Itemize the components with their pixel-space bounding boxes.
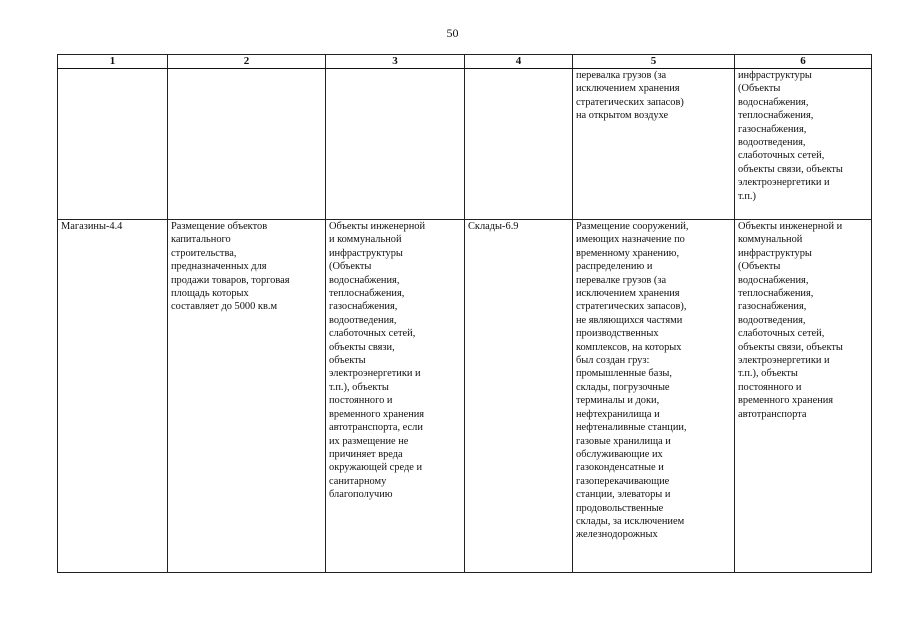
page-number: 50: [446, 26, 459, 40]
table-cell: [58, 220, 168, 573]
header-col-5: 5: [573, 55, 735, 69]
table-cell: [58, 69, 168, 220]
header-col-2: 2: [168, 55, 326, 69]
table-cell: [465, 220, 573, 573]
cell-text: Объекты инженерной и коммунальной инфраструктуры (Объекты водоснабжения, теплоснабжения, газоснабжения, водоотведения, слаботочных сетей, объекты связи, объекты электроэнергетики и т.п.), объекты постоянного и временного хранения автотранспорта: [738, 221, 843, 420]
table-cell: [573, 69, 735, 220]
cell-text: Размещение сооружений, имеющих назначение по временному хранению, распределению и перевалке грузов (за исключением хранения стратегических запасов), не являющихся частями производственных комплексов, на которых был создан груз: промышленные базы, склады, погрузочные терминалы и доки, нефтехранилища и нефтеналивные станции, газовые хранилища и обслуживающие их газоконденсатные и газоперекачивающие станции, элеваторы и продовольственные склады, за исключением железнодорожных: [576, 221, 689, 541]
table-cell: [326, 69, 465, 220]
header-col-4: 4: [465, 55, 573, 69]
table-cell: [465, 69, 573, 220]
header-col-6: 6: [735, 55, 872, 69]
table-row: [58, 220, 872, 573]
header-col-3: 3: [326, 55, 465, 69]
table-cell: [735, 220, 872, 573]
table-cell: [168, 220, 326, 573]
header-col-1: 1: [58, 55, 168, 69]
cell-text: перевалка грузов (за исключением хранения стратегических запасов) на открытом воздухе: [576, 70, 684, 122]
table-cell: [326, 220, 465, 573]
cell-text: Объекты инженерной и коммунальной инфраструктуры (Объекты водоснабжения, теплоснабжения, газоснабжения, водоотведения, слаботочных сетей, объекты связи, объекты электроэнергетики и т.п.), объекты постоянного и временного хранения автотранспорта, если их размещение не причиняет вреда окружающей среде и санитарному благополучию: [329, 221, 426, 501]
header-row: [58, 55, 872, 69]
cell-text: Магазины-4.4: [61, 221, 123, 232]
cell-text: Размещение объектов капитального строительства, предназначенных для продажи товаров, торговая площадь которых составляет до 5000 кв.м: [171, 221, 290, 313]
table-cell: [573, 220, 735, 573]
table-cell: [168, 69, 326, 220]
cell-text: Склады-6.9: [468, 221, 519, 232]
table-cell: [735, 69, 872, 220]
table-row: [58, 69, 872, 220]
regulations-table: [57, 54, 872, 573]
cell-text: инфраструктуры (Объекты водоснабжения, теплоснабжения, газоснабжения, водоотведения, слаботочных сетей, объекты связи, объекты электроэнергетики и т.п.): [738, 70, 843, 202]
